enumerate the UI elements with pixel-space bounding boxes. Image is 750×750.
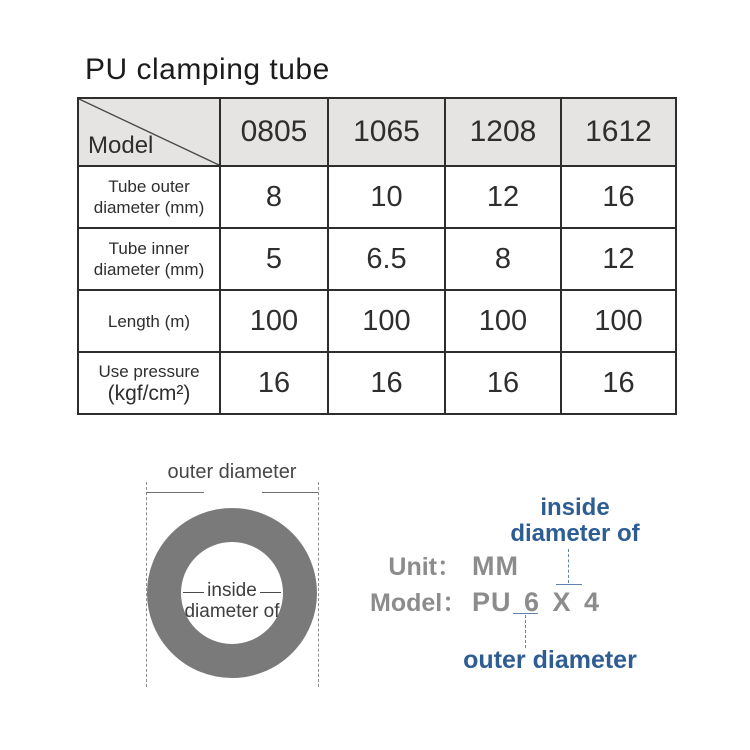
inside-diameter-label-line1: inside <box>207 580 257 601</box>
column-header: 1208 <box>445 98 561 166</box>
table-header-row <box>78 98 676 166</box>
outer-diameter-label: outer diameter <box>167 461 297 483</box>
column-header: 1612 <box>561 98 676 166</box>
row-label: Tube inner diameter (mm) <box>78 228 220 290</box>
unit-row <box>370 547 519 583</box>
unit-value: MM <box>472 551 519 581</box>
inner-tick-left <box>183 592 204 593</box>
inside-diameter-note <box>500 495 650 547</box>
table-cell: 8 <box>220 166 328 228</box>
table-cell: 16 <box>561 166 676 228</box>
table-cell: 12 <box>445 166 561 228</box>
unit-label: Unit： <box>388 553 462 581</box>
inside-diameter-note-line1: inside <box>540 494 610 521</box>
row-label-sub: (kgf/cm²) <box>107 381 191 405</box>
row-label: Length (m) <box>78 290 220 352</box>
column-header: 0805 <box>220 98 328 166</box>
table-cell: 100 <box>220 290 328 352</box>
leader-tick-outer <box>513 613 538 614</box>
measure-line-left <box>146 492 204 493</box>
table-cell: 100 <box>561 290 676 352</box>
column-header: 1065 <box>328 98 445 166</box>
table-row-length <box>78 290 676 352</box>
row-label <box>78 352 220 414</box>
page-title: PU clamping tube <box>85 53 330 86</box>
table-row-use-pressure <box>78 352 676 414</box>
model-label: Model： <box>370 589 468 617</box>
table-cell: 100 <box>445 290 561 352</box>
model-corner-label: Model <box>88 132 154 159</box>
table-cell: 6.5 <box>328 228 445 290</box>
inside-diameter-note-line2: diameter of <box>510 520 640 547</box>
leader-line-inside <box>568 549 569 583</box>
row-label: Tube outer diameter (mm) <box>78 166 220 228</box>
table-cell: 100 <box>328 290 445 352</box>
model-corner-cell <box>78 98 220 166</box>
inner-tick-right <box>260 592 281 593</box>
row-label-main: Use pressure <box>98 361 200 381</box>
inside-diameter-label <box>147 580 317 622</box>
leader-line-outer <box>525 615 526 648</box>
table-cell: 16 <box>220 352 328 414</box>
table-row-outer-diameter <box>78 166 676 228</box>
model-value: PU 6 X 4 <box>472 587 601 617</box>
table-row-inner-diameter <box>78 228 676 290</box>
spec-table <box>77 97 677 415</box>
table-cell: 12 <box>561 228 676 290</box>
inside-diameter-label-line2: diameter of <box>184 601 280 622</box>
extent-line-right <box>318 482 319 687</box>
table-cell: 16 <box>445 352 561 414</box>
measure-line-right <box>262 492 318 493</box>
table-cell: 16 <box>328 352 445 414</box>
outer-diameter-note: outer diameter <box>463 646 637 674</box>
table-cell: 16 <box>561 352 676 414</box>
table-cell: 5 <box>220 228 328 290</box>
table-cell: 8 <box>445 228 561 290</box>
table-cell: 10 <box>328 166 445 228</box>
model-row <box>370 583 600 619</box>
